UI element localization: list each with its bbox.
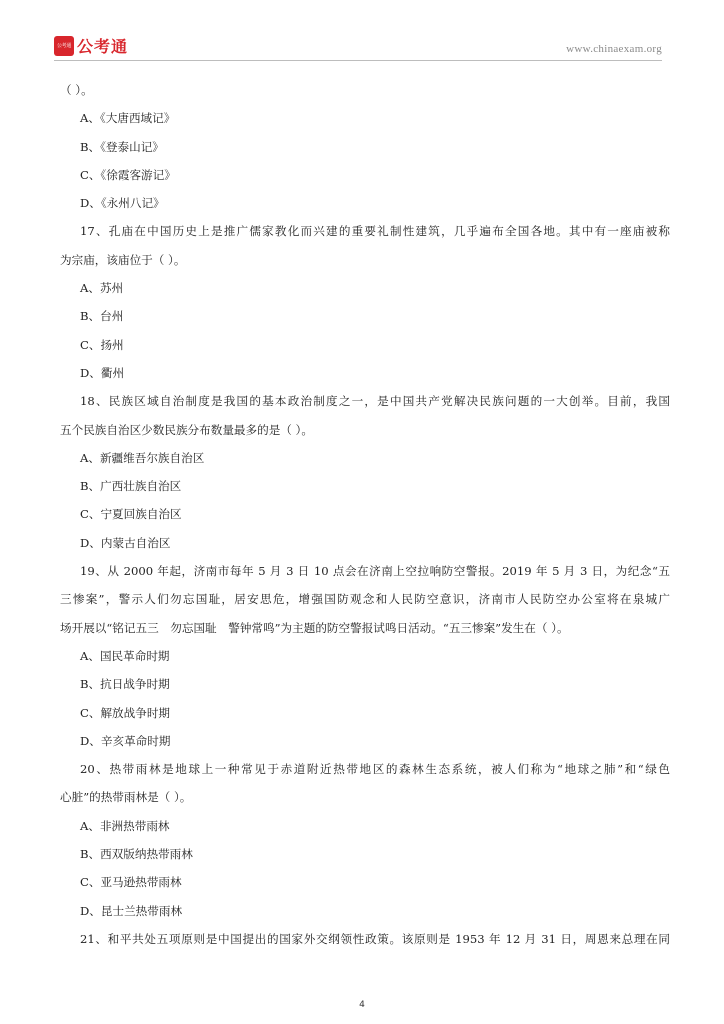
answer-option: A、新疆维吾尔族自治区 xyxy=(80,450,205,465)
answer-option: A、《大唐西域记》 xyxy=(80,111,176,126)
logo-text: 公考通 xyxy=(77,37,129,56)
answer-option: D、衢州 xyxy=(80,365,125,380)
answer-option: B、西双版纳热带雨林 xyxy=(80,847,193,862)
question-text-continued: （ ）。 xyxy=(60,83,93,97)
answer-option: B、抗日战争时期 xyxy=(80,677,170,692)
answer-option: A、苏州 xyxy=(80,281,124,296)
site-url: www.chinaexam.org xyxy=(566,43,662,55)
answer-option: B、台州 xyxy=(80,309,124,324)
answer-option: C、扬州 xyxy=(80,337,124,352)
answer-option: B、《登泰山记》 xyxy=(80,139,164,154)
question-text: 21、和平共处五项原则是中国提出的国家外交纲领性政策。该原则是 1953 年 12 月 31 日，周恩来总理在同 xyxy=(80,931,670,946)
answer-option: C、解放战争时期 xyxy=(80,705,171,720)
logo xyxy=(54,34,128,57)
answer-option: D、内蒙古自治区 xyxy=(80,535,171,550)
answer-option: D、《永州八记》 xyxy=(80,196,165,211)
question-text: 17、孔庙在中国历史上是推广儒家教化而兴建的重要礼制性建筑，几乎遍布全国各地。其中有一座庙被称 xyxy=(80,224,670,239)
answer-option: C、《徐霞客游记》 xyxy=(80,167,176,182)
answer-option: C、亚马逊热带雨林 xyxy=(80,875,182,890)
answer-option: C、宁夏回族自治区 xyxy=(80,507,182,522)
answer-option: A、非洲热带雨林 xyxy=(80,818,170,833)
question-text: 19、从 2000 年起，济南市每年 5 月 3 日 10 点会在济南上空拉响防空警报。2019 年 5 月 3 日，为纪念“五 xyxy=(80,564,670,579)
question-text-continued: 心脏”的热带雨林是（ ）。 xyxy=(60,790,192,805)
question-text: 20、热带雨林是地球上一种常见于赤道附近热带地区的森林生态系统，被人们称为“地球之肺”和“绿色 xyxy=(80,762,670,777)
answer-option: D、辛亥革命时期 xyxy=(80,733,171,748)
question-text-continued: 三惨案”，警示人们勿忘国耻，居安思危，增强国防观念和人民防空意识，济南市人民防空办公室将在泉城广 xyxy=(60,592,670,607)
answer-option: A、国民革命时期 xyxy=(80,648,170,663)
question-text-continued: 场开展以“铭记五三 勿忘国耻 警钟常鸣”为主题的防空警报试鸣日活动。“五三惨案”发生在（ ）。 xyxy=(60,620,569,635)
answer-option: B、广西壮族自治区 xyxy=(80,479,182,494)
question-text: 18、民族区域自治制度是我国的基本政治制度之一，是中国共产党解决民族问题的一大创举。目前，我国 xyxy=(80,394,670,409)
answer-option: D、昆士兰热带雨林 xyxy=(80,903,183,918)
question-text-continued: 五个民族自治区少数民族分布数量最多的是（ ）。 xyxy=(60,422,313,437)
page-number: 4 xyxy=(359,1000,365,1010)
document-body xyxy=(60,76,670,953)
question-text-continued: 为宗庙，该庙位于（ ）。 xyxy=(60,252,186,267)
logo-icon: 公考通 xyxy=(54,36,74,56)
page-header xyxy=(54,34,662,61)
